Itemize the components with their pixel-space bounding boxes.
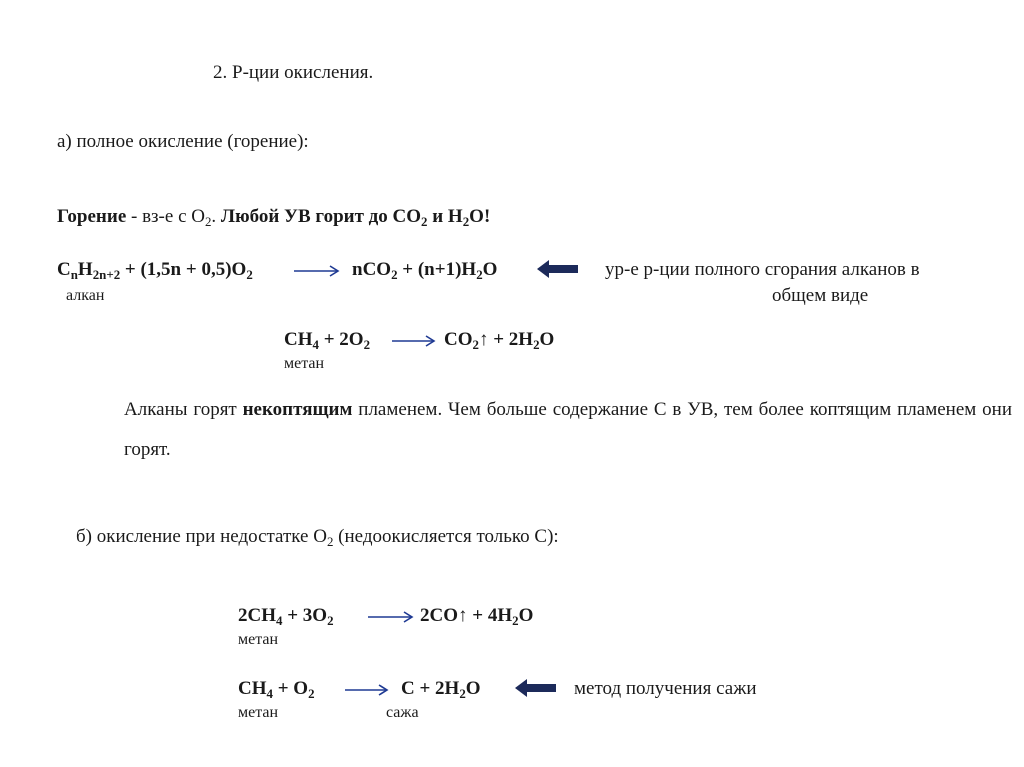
pointer-arrow-icon (515, 678, 557, 698)
reaction-arrow-icon (366, 609, 416, 625)
reaction-arrow-icon (390, 333, 438, 349)
soot-equation-rhs: $С + 2Н_2О$ (401, 678, 481, 702)
flame-paragraph: Алканы горят некоптящим пламенем. Чем больше содержание С в УВ, тем более коптящим пламенем они горят. (124, 399, 1012, 460)
methane-equation-rhs: $СО_2↑ + 2Н_2О$ (444, 329, 555, 353)
pointer-arrow-icon (537, 259, 579, 279)
general-combustion-equation-rhs: $nСО_2 + (n+1)Н_2О$ (352, 259, 498, 283)
section-heading: 2. Р-ции окисления. (213, 62, 374, 83)
methane-equation-lhs: $СН_4 + 2О_2$ (284, 329, 371, 353)
label-methane: метан (238, 704, 279, 721)
reaction-arrow-icon (292, 263, 342, 279)
definition-term: Горение (57, 206, 127, 227)
general-equation-note-line2: общем виде (772, 285, 869, 306)
section-a-title: а) полное окисление (горение): (57, 131, 309, 152)
label-alkane: алкан (66, 287, 105, 304)
soot-method-note: метод получения сажи (574, 678, 757, 699)
general-equation-note-line1: ур-е р-ции полного сгорания алканов в (605, 259, 920, 280)
co-equation-lhs: $2СН_4 + 3О_2$ (238, 605, 334, 629)
combustion-definition: Горение - вз-е с $О_2$. Любой УВ горит до $СО_2$ и $Н_2О$! (57, 206, 491, 230)
co-equation-rhs: 2СО↑ + $4Н_2О$ (420, 605, 534, 629)
reaction-arrow-icon (343, 682, 391, 698)
soot-equation-lhs: $СН_4 + О_2$ (238, 678, 315, 702)
label-methane: метан (284, 355, 325, 372)
label-soot: сажа (386, 704, 419, 721)
section-b-title: б) окисление при недостатке $О_2$ (недоокисляется только С): (76, 526, 559, 550)
general-combustion-equation-lhs: $С_nН_{2n+2} + (1,5n + 0,5)О_2$ (57, 259, 253, 283)
label-methane: метан (238, 631, 279, 648)
